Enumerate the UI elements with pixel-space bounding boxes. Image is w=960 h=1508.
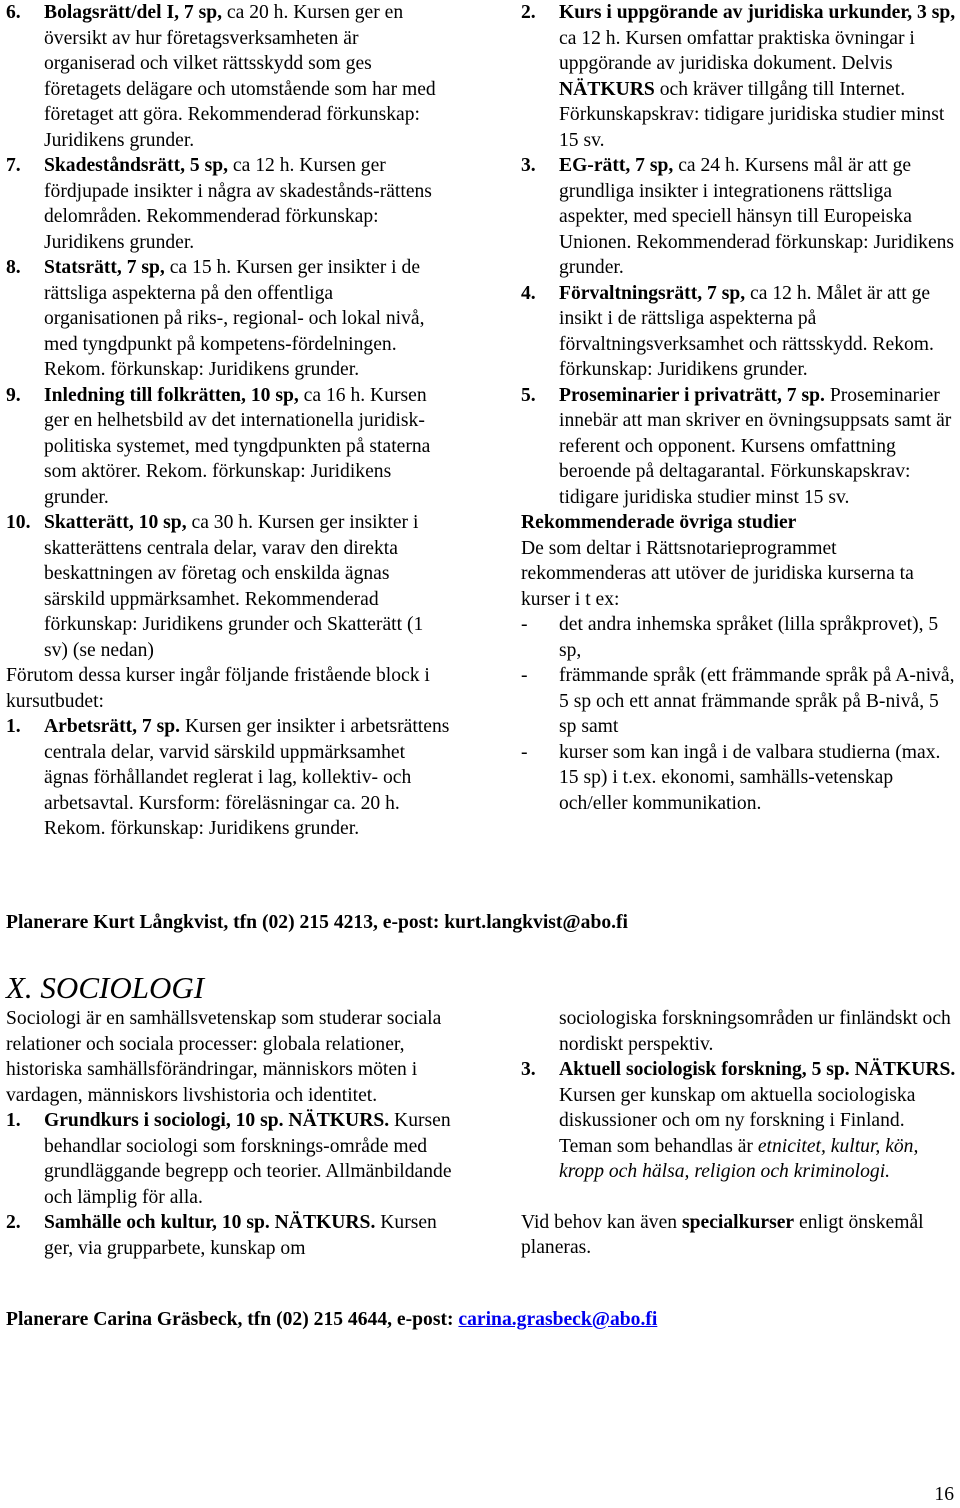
item-number: 1. — [6, 716, 21, 737]
dash-bullet: - — [521, 665, 528, 686]
course-title: Inledning till folkrätten, 10 sp, — [44, 384, 299, 406]
course-description: Proseminarier innebär att man skriver en övningsuppsats samt är referent och opponent. Kursens omfattning beroende på deltagarantal. Förkunskapskrav: tidigare juridiska studier minst 15 sv. — [559, 384, 952, 508]
special-courses-note: Vid behov kan även specialkurser enligt önskemål planeras. — [521, 1211, 924, 1258]
block-intro: Förutom dessa kurser ingår följande fristående block i kursutbudet: — [6, 665, 430, 712]
item-number: 9. — [6, 384, 21, 406]
course-item — [6, 255, 452, 383]
page-number: 16 — [934, 1484, 954, 1505]
sociology-column-left — [6, 1006, 454, 1261]
course-title: Förvaltningsrätt, 7 sp, — [559, 282, 746, 304]
course-description: ca 20 h. Kursen ger en översikt av hur företagsverksamheten är organiserad och vilket rättsskydd som ges företagets delägare och utomstående som har med företaget att göra. Rekommenderad förkunskap: Juridikens grunder. — [44, 2, 436, 151]
email-link[interactable]: carina.grasbeck@abo.fi — [458, 1309, 658, 1330]
course-description: och kräver tillgång till Internet. Förkunskapskrav: tidigare juridiska studier minst 15 sv. — [559, 78, 945, 151]
course-description: ca 24 h. Kursens mål är att ge grundliga insikter i integrationens rättsliga aspekter, med speciell hänsyn till Europeiska Unionen. Rekommenderad förkunskap: Juridikens grunder. — [559, 155, 955, 278]
course-description: Kursen ger insikter i arbetsrättens centrala delar, varvid särskild uppmärksamhet ägnas förhållandet reglerat i lag, kollektiv- och arbetsavtal. Kursform: föreläsningar ca. 20 h. Rekom. förkunskap: Juridikens grunder. — [44, 716, 450, 839]
dash-bullet: - — [521, 741, 528, 763]
law-planner-contact: Planerare Kurt Långkvist, tfn (02) 215 4213, e-post: kurt.langkvist@abo.fi — [6, 912, 629, 933]
course-description: ca 15 h. Kursen ger insikter i de rättsliga aspekterna på den offentliga organisationen på riks-, regional- och lokal nivå, med tyngdpunkt på kompetens-fördelningen. Rekom. förkunskap: Juridikens grunder. — [44, 257, 425, 380]
course-title: Skatterätt, 10 sp, — [44, 512, 187, 533]
item-number: 1. — [6, 1110, 21, 1131]
item-number: 6. — [6, 2, 21, 23]
course-item — [6, 153, 452, 255]
item-number: 8. — [6, 257, 21, 278]
list-item: - kurser som kan ingå i de valbara studierna (max. 15 sp) i t.ex. ekonomi, samhälls-vetenskap och/eller kommunikation. — [521, 740, 960, 817]
course-item — [6, 714, 452, 842]
course-description: sociologiska forskningsområden ur finländskt och nordiskt perspektiv. — [559, 1008, 951, 1055]
course-title: EG-rätt, 7 sp, — [559, 155, 674, 176]
sociology-column-right — [521, 1006, 960, 1261]
course-description: ca 12 h. Målet är att ge insikt i de rättsliga aspekterna på förvaltningsverksamhet och rättsskydd. Rekom. förkunskap: Juridikens grunder. — [559, 282, 934, 380]
course-item — [521, 0, 960, 153]
law-column-right — [521, 0, 960, 816]
course-title: Skadeståndsrätt, 5 sp, — [44, 155, 229, 176]
item-number: 7. — [6, 155, 21, 176]
course-description: Kursen behandlar sociologi som forsknings-område med grundläggande begrepp och teorier. Allmänbildande och lämplig för alla. — [44, 1110, 452, 1208]
item-number: 2. — [6, 1212, 21, 1233]
course-item — [521, 1057, 960, 1185]
course-item — [6, 1108, 454, 1210]
section-title: X. SOCIOLOGI — [6, 970, 205, 1005]
course-title: Proseminarier i privaträtt, 7 sp. — [559, 384, 825, 406]
course-title: Kurs i uppgörande av juridiska urkunder, 3 sp, — [559, 2, 956, 23]
dash-bullet: - — [521, 614, 528, 635]
item-number: 2. — [521, 2, 536, 23]
course-title: Grundkurs i sociologi, 10 sp. NÄTKURS. — [44, 1110, 390, 1131]
course-item — [6, 510, 452, 663]
list-item: - det andra inhemska språket (lilla språkprovet), 5 sp, — [521, 612, 960, 663]
course-item — [6, 1210, 454, 1261]
course-title: Samhälle och kultur, 10 sp. NÄTKURS. — [44, 1212, 376, 1233]
sociology-intro: Sociologi är en samhällsvetenskap som studerar sociala relationer och sociala processer: globala relationer, historiska samhällsförändringar, människors möten i vardagen, människors livshistoria och identitet. — [6, 1008, 442, 1106]
law-column-left — [6, 0, 452, 842]
course-description: ca 30 h. Kursen ger insikter i skatterättens centrala delar, varav den direkta beskattningen av företag och enskilda ägnas särskild uppmärksamhet. Rekommenderad förkunskap: Juridikens grunder och Skatterätt (1 sv) (se nedan) — [44, 512, 424, 661]
course-description: Kursen ger kunskap om aktuella sociologiska diskussioner och om ny forskning i Finland. Teman som behandlas är — [559, 1084, 916, 1157]
course-item-continued — [521, 1006, 960, 1057]
course-item — [521, 153, 960, 281]
netcourse-label: NÄTKURS — [559, 78, 655, 100]
course-description: ca 12 h. Kursen omfattar praktiska övningar i uppgörande av juridiska dokument. Delvis — [559, 27, 915, 74]
course-title: Aktuell sociologisk forskning, 5 sp. NÄTKURS. — [559, 1059, 956, 1080]
course-title: Arbetsrätt, 7 sp. — [44, 716, 181, 737]
course-item — [521, 281, 960, 383]
item-number: 3. — [521, 1059, 536, 1080]
course-description: ca 16 h. Kursen ger en helhetsbild av det internationella juridisk-politiska systemet, med tyngdpunkten på staterna som aktörer. Rekom. förkunskap: Juridikens grunder. — [44, 384, 431, 508]
course-title: Statsrätt, 7 sp, — [44, 257, 165, 278]
list-item: - främmande språk (ett främmande språk på A-nivå, 5 sp och ett annat främmande språk på B-nivå, 5 sp samt — [521, 663, 960, 740]
item-number: 3. — [521, 155, 536, 176]
sociology-planner-contact: Planerare Carina Gräsbeck, tfn (02) 215 4644, e-post: carina.grasbeck@abo.fi — [6, 1309, 658, 1330]
course-item — [6, 0, 452, 153]
course-item — [6, 383, 452, 511]
recommended-intro: De som deltar i Rättsnotarieprogrammet rekommenderas att utöver de juridiska kurserna ta kurser i t ex: — [521, 537, 914, 610]
course-themes: etnicitet, kultur, kön, kropp och hälsa, religion och kriminologi. — [559, 1135, 919, 1182]
item-number: 5. — [521, 384, 536, 406]
recommended-heading: Rekommenderade övriga studier — [521, 512, 797, 533]
course-item — [521, 383, 960, 511]
item-number: 4. — [521, 282, 536, 304]
course-description: Kursen ger, via grupparbete, kunskap om — [44, 1212, 437, 1259]
course-description: ca 12 h. Kursen ger fördjupade insikter i några av skadestånds-rättens delområden. Rekommenderad förkunskap: Juridikens grunder. — [44, 155, 432, 253]
course-title: Bolagsrätt/del I, 7 sp, — [44, 2, 222, 23]
item-number: 10. — [6, 512, 31, 533]
